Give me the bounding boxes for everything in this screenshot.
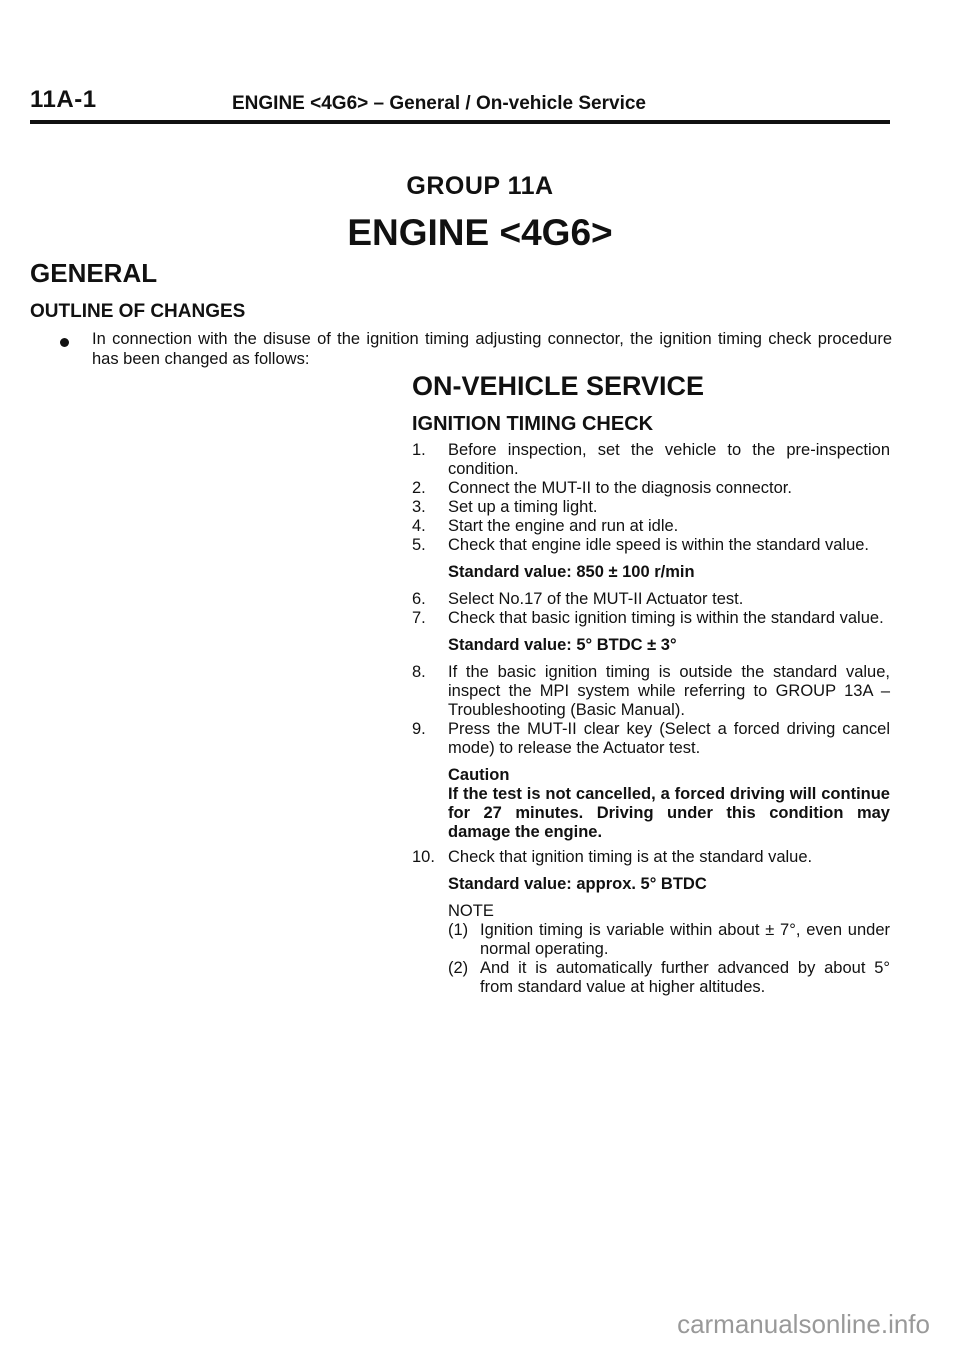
service-heading: ON-VEHICLE SERVICE xyxy=(412,371,705,401)
standard-value-basic-timing: Standard value: 5° BTDC ± 3° xyxy=(448,636,677,654)
engine-title: ENGINE <4G6> xyxy=(347,212,613,253)
step-text: Check that ignition timing is at the standard value. xyxy=(448,848,813,866)
step-1 xyxy=(412,441,890,479)
step-3 xyxy=(412,498,890,517)
step-9 xyxy=(412,720,890,758)
step-number: 5. xyxy=(412,536,426,554)
note-1 xyxy=(412,921,890,959)
step-text: Press the MUT-II clear key (Select a forced driving cancel mode) to release the Actuator test. xyxy=(448,720,890,757)
bullet-icon xyxy=(60,338,69,347)
step-text: Check that engine idle speed is within the standard value. xyxy=(448,536,870,554)
standard-value-idle: Standard value: 850 ± 100 r/min xyxy=(448,563,695,581)
outline-heading: OUTLINE OF CHANGES xyxy=(30,301,246,322)
step-text: Check that basic ignition timing is within the standard value. xyxy=(448,609,884,627)
step-5 xyxy=(412,536,890,555)
standard-value-timing: Standard value: approx. 5° BTDC xyxy=(448,875,707,893)
note-text: Ignition timing is variable within about ± 7°, even under normal operating. xyxy=(480,921,890,958)
page-header-title: ENGINE <4G6> – General / On-vehicle Service xyxy=(232,93,646,114)
step-number: 7. xyxy=(412,609,426,627)
note-title: NOTE xyxy=(448,902,494,920)
step-text: Connect the MUT-II to the diagnosis connector. xyxy=(448,479,792,497)
step-number: 10. xyxy=(412,848,435,866)
section-code: 11A-1 xyxy=(30,86,97,113)
note-text: And it is automatically further advanced by about 5° from standard value at higher altitudes. xyxy=(480,959,890,996)
header-rule xyxy=(30,120,890,124)
step-number: 9. xyxy=(412,720,426,738)
step-text: Start the engine and run at idle. xyxy=(448,517,679,535)
step-number: 2. xyxy=(412,479,426,497)
check-heading: IGNITION TIMING CHECK xyxy=(412,413,654,435)
note-number: (1) xyxy=(448,921,469,939)
caution-text: If the test is not cancelled, a forced driving will continue for 27 minutes. Driving under this condition may damage the engine. xyxy=(448,785,890,841)
general-heading: GENERAL xyxy=(30,258,158,288)
step-text: Select No.17 of the MUT-II Actuator test. xyxy=(448,590,744,608)
caution-title: Caution xyxy=(448,766,510,784)
note-2 xyxy=(412,959,890,997)
step-text: Set up a timing light. xyxy=(448,498,598,516)
step-text: If the basic ignition timing is outside the standard value, inspect the MPI system while referring to GROUP 13A – Troubleshooting (Basic Manual). xyxy=(448,663,890,719)
step-number: 4. xyxy=(412,517,426,535)
step-10 xyxy=(412,848,890,867)
step-number: 3. xyxy=(412,498,426,516)
group-title: GROUP 11A xyxy=(406,172,554,200)
step-8 xyxy=(412,663,890,720)
step-number: 8. xyxy=(412,663,426,681)
procedure-steps xyxy=(412,441,890,997)
watermark: carmanualsonline.info xyxy=(677,1309,930,1339)
step-text: Before inspection, set the vehicle to the pre-inspection condition. xyxy=(448,441,890,478)
step-number: 6. xyxy=(412,590,426,608)
step-4 xyxy=(412,517,890,536)
step-2 xyxy=(412,479,890,498)
step-7 xyxy=(412,609,890,628)
note-number: (2) xyxy=(448,959,469,977)
intro-paragraph: In connection with the disuse of the ignition timing adjusting connector, the ignition timing check procedure has been changed as follows: xyxy=(92,330,892,368)
step-6 xyxy=(412,590,890,609)
step-number: 1. xyxy=(412,441,426,459)
